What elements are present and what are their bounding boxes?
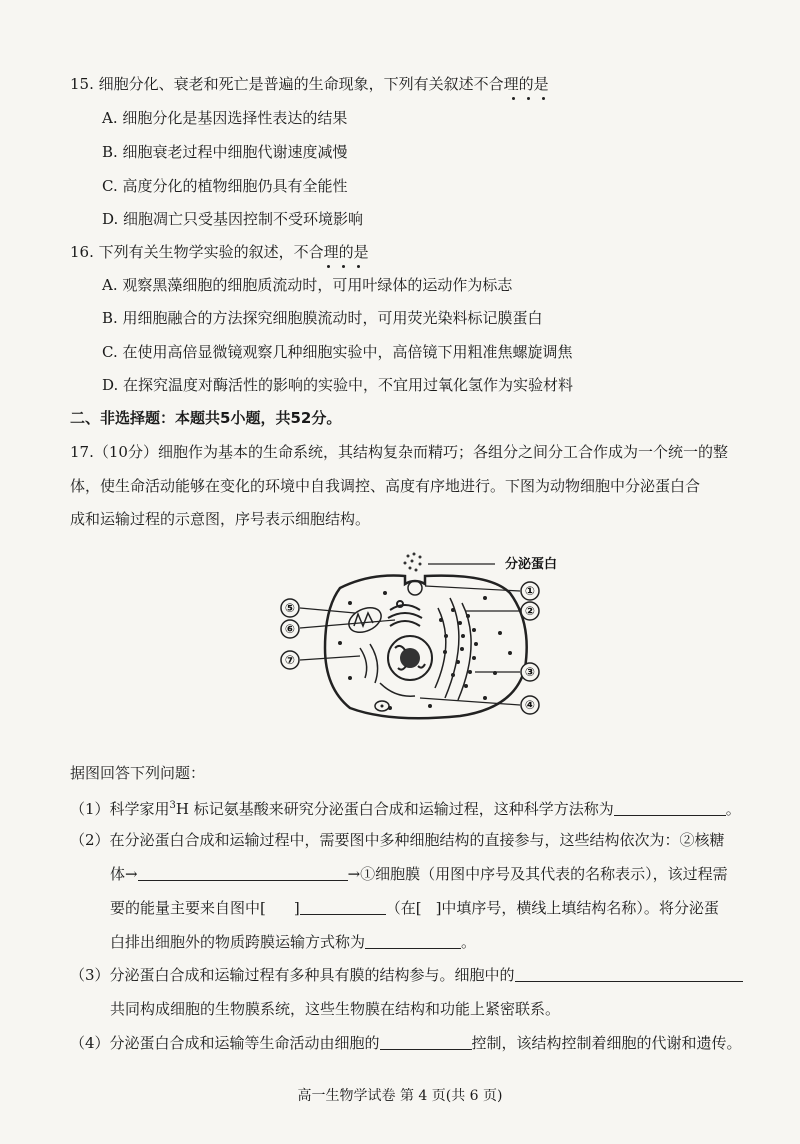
q16-stem: 16. 下列有关生物学实验的叙述，不合理的是 (70, 243, 369, 261)
label-5: ⑤ (284, 601, 296, 615)
q17-sub3-line-2: 共同构成细胞的生物膜系统，这些生物膜在结构和功能上紧密联系。 (110, 1000, 561, 1018)
q17-sub2-line-2: 体→ →①细胞膜（用图中序号及其代表的名称表示），该过程需 (110, 865, 728, 883)
label-6: ⑥ (284, 622, 296, 636)
emphasis-dot (357, 265, 360, 268)
q16-option-d: D. 在探究温度对酶活性的影响的实验中，不宜用过氧化氢作为实验材料 (102, 376, 574, 394)
label-4: ④ (524, 698, 536, 712)
answer-blank-5[interactable] (515, 965, 743, 982)
q17-sub2-line-1: （2）在分泌蛋白合成和运输过程中，需要图中多种细胞结构的直接参与，这些结构依次为：②核糖 (70, 831, 725, 849)
page-footer: 高一生物学试卷 第 4 页(共 6 页) (297, 1088, 503, 1104)
q15-option-b: B. 细胞衰老过程中细胞代谢速度减慢 (102, 143, 348, 161)
label-2: ② (524, 604, 536, 618)
emphasis-dot (527, 97, 530, 100)
golgi-apparatus (388, 601, 422, 626)
label-7: ⑦ (284, 653, 296, 667)
q17-sub1: （1）科学家用$^3$H 标记氨基酸来研究分泌蛋白合成和运输过程，这种科学方法称为 。 (70, 800, 741, 818)
answer-blank-2[interactable] (138, 864, 348, 881)
q17-intro-line-2: 体，使生命活动能够在变化的环境中自我调控、高度有序地进行。下图为动物细胞中分泌蛋白合 (70, 477, 701, 495)
q15-option-d: D. 细胞凋亡只受基因控制不受环境影响 (102, 210, 364, 228)
q17-intro-line-1: 17.（10分）细胞作为基本的生命系统，其结构复杂而精巧；各组分之间分工合作成为一个统一的整 (70, 443, 728, 461)
q15-option-c: C. 高度分化的植物细胞仍具有全能性 (102, 177, 348, 195)
q17-sub3-line-1: （3）分泌蛋白合成和运输过程有多种具有膜的结构参与。细胞中的 (70, 964, 743, 986)
cell-membrane (325, 576, 527, 719)
leader-lines (300, 564, 520, 705)
nucleus (388, 636, 432, 680)
q17-sub4: （4）分泌蛋白合成和运输等生命活动由细胞的 控制，该结构控制着细胞的代谢和遗传。 (70, 1034, 742, 1052)
q16-option-b: B. 用细胞融合的方法探究细胞膜流动时，可用荧光染料标记膜蛋白 (102, 309, 543, 327)
answer-blank-1[interactable] (614, 799, 726, 816)
mitochondrion (345, 603, 385, 637)
q15-stem: 15. 细胞分化、衰老和死亡是普遍的生命现象，下列有关叙述不合理的是 (70, 75, 549, 93)
secreted-protein-dots (404, 553, 422, 572)
emphasis-dot (512, 97, 515, 100)
emphasis-dot (542, 97, 545, 100)
q17-sub2-line-3: 要的能量主要来自图中[ ] （在[ ]中填序号，横线上填结构名称）。将分泌蛋 (110, 899, 719, 917)
answer-blank-6[interactable] (380, 1033, 472, 1050)
emphasis-dot (342, 265, 345, 268)
label-1: ① (524, 584, 536, 598)
q17-intro-line-3: 成和运输过程的示意图，序号表示细胞结构。 (70, 510, 371, 528)
label-3: ③ (524, 665, 536, 679)
section-heading: 二、非选择题：本题共5小题，共52分。 (70, 409, 342, 427)
q16-option-c: C. 在使用高倍显微镜观察几种细胞实验中，高倍镜下用粗准焦螺旋调焦 (102, 343, 573, 361)
q16-option-a: A. 观察黑藻细胞的细胞质流动时，可用叶绿体的运动作为标志 (102, 276, 513, 294)
q17-sub2-line-4: 白排出细胞外的物质跨膜运输方式称为 。 (110, 933, 477, 951)
emphasis-dot (327, 265, 330, 268)
cell-diagram (270, 548, 590, 728)
answer-blank-3[interactable] (300, 898, 386, 915)
secreted-protein-label: 分泌蛋白 (505, 557, 558, 572)
answer-blank-4[interactable] (365, 932, 461, 949)
q17-prompt: 据图回答下列问题： (70, 764, 206, 782)
q15-option-a: A. 细胞分化是基因选择性表达的结果 (102, 109, 348, 127)
